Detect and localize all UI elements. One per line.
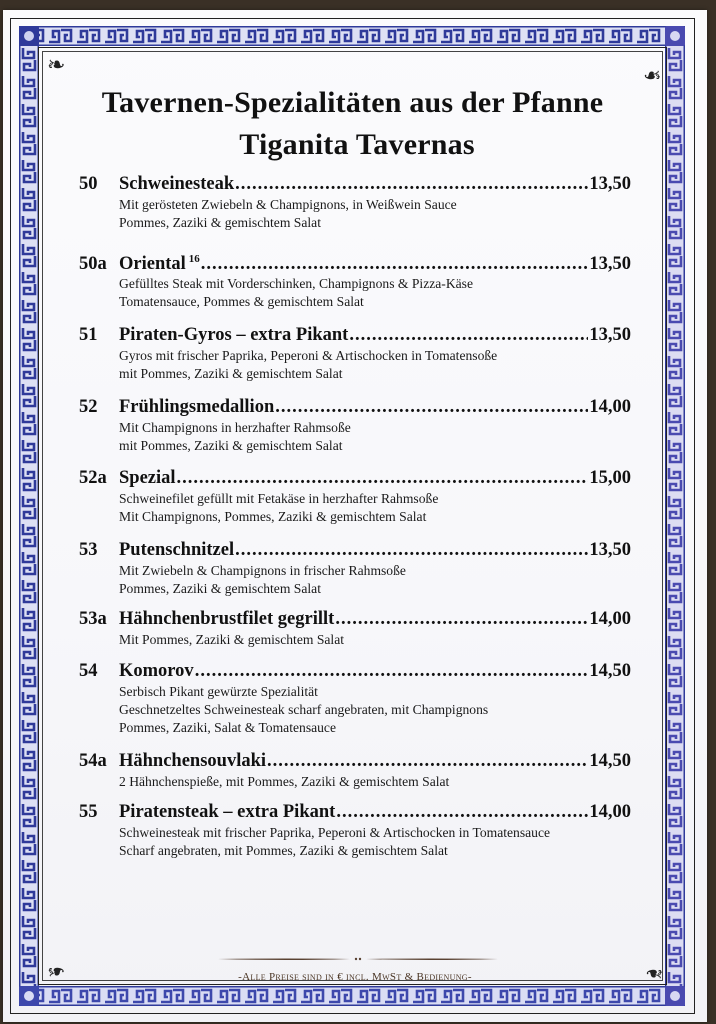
menu-item [79, 468, 631, 526]
item-description [119, 631, 631, 649]
menu-item [79, 397, 631, 455]
item-name: Hähnchensouvlaki [119, 751, 267, 771]
description-line: Mit gerösteten Zwiebeln & Champignons, in Weißwein Sauce [119, 197, 457, 212]
item-price: 14,00 [589, 802, 631, 822]
item-price: 13,50 [589, 325, 631, 345]
description-line: 2 Hähnchenspieße, mit Pommes, Zaziki & gemischtem Salat [119, 774, 450, 789]
border-corner-rosette-icon [19, 26, 39, 46]
description-line: Serbisch Pikant gewürzte Spezialität [119, 684, 318, 699]
leader-dots [235, 174, 588, 195]
greek-key-border-top [19, 26, 685, 46]
item-number: 52 [79, 397, 98, 417]
item-name: Spezial [119, 468, 176, 488]
item-name: Hähnchenbrustfilet gegrillt [119, 609, 335, 629]
item-number: 52a [79, 468, 107, 488]
description-line: Mit Champignons, Pommes, Zaziki & gemischtem Salat [119, 509, 427, 524]
item-name: Schweinesteak [119, 174, 235, 194]
description-line: Gefülltes Steak mit Vorderschinken, Champignons & Pizza-Käse [119, 276, 474, 291]
description-line: Mit Champignons in herzhafter Rahmsoße [119, 420, 351, 435]
flourish-ornament-icon: ❧ [645, 961, 664, 986]
description-line: Gyros mit frischer Paprika, Peperoni & Artischocken in Tomatensoße [119, 348, 498, 363]
page-title: Tavernen-Spezialitäten aus der Pfanne [101, 86, 604, 119]
item-number: 51 [79, 325, 98, 345]
menu-item [79, 661, 631, 737]
menu-item [79, 802, 631, 860]
item-description [119, 419, 631, 455]
scroll-divider-ornament-icon [208, 956, 508, 962]
leader-dots [201, 254, 589, 275]
menu-item [79, 325, 631, 383]
item-price: 14,50 [589, 751, 631, 771]
border-corner-rosette-icon [665, 986, 685, 1006]
item-price: 15,00 [589, 468, 631, 488]
item-name: Frühlingsmedallion [119, 397, 275, 417]
greek-key-border-left [19, 46, 39, 986]
description-line: Pommes, Zaziki, Salat & Tomatensauce [119, 720, 337, 735]
leader-dots [349, 325, 588, 346]
item-number: 55 [79, 802, 98, 822]
item-description [119, 773, 631, 791]
menu-page [3, 10, 707, 1022]
menu-item [79, 751, 631, 791]
item-description [119, 196, 631, 232]
leader-dots [235, 540, 588, 561]
flourish-ornament-icon: ❧ [47, 52, 66, 77]
item-name: Komorov [119, 661, 194, 681]
item-number: 53 [79, 540, 98, 560]
description-line: Schweinesteak mit frischer Paprika, Peperoni & Artischocken in Tomatensauce [119, 825, 551, 840]
leader-dots [267, 751, 588, 772]
item-description [119, 683, 631, 737]
leader-dots [195, 661, 589, 682]
item-price: 13,50 [589, 174, 631, 194]
item-number: 54a [79, 751, 107, 771]
description-line: Mit Zwiebeln & Champignons in frischer Rahmsoße [119, 563, 406, 578]
greek-key-border-right [665, 46, 685, 986]
item-number: 50 [79, 174, 98, 194]
item-price: 13,50 [589, 540, 631, 560]
page-subtitle: Tiganita Tavernas [239, 128, 475, 161]
flourish-ornament-icon: ❧ [47, 959, 66, 984]
description-line: Schweinefilet gefüllt mit Fetakäse in herzhafter Rahmsoße [119, 491, 439, 506]
greek-key-border-bottom [19, 986, 685, 1006]
leader-dots [335, 609, 588, 630]
allergen-superscript: 16 [188, 253, 200, 265]
item-number: 53a [79, 609, 107, 629]
item-description [119, 347, 631, 383]
description-line: Tomatensauce, Pommes & gemischtem Salat [119, 294, 364, 309]
item-number: 50a [79, 254, 107, 275]
description-line: Scharf angebraten, mit Pommes, Zaziki & gemischtem Salat [119, 843, 448, 858]
item-number: 54 [79, 661, 98, 681]
description-line: mit Pommes, Zaziki & gemischtem Salat [119, 366, 343, 381]
price-note: -Alle Preise sind in € incl. MwSt & Bedienung- [238, 971, 472, 983]
menu-item [79, 540, 631, 598]
item-price: 14,00 [589, 609, 631, 629]
item-description [119, 562, 631, 598]
description-line: mit Pommes, Zaziki & gemischtem Salat [119, 438, 343, 453]
item-description [119, 490, 631, 526]
leader-dots [275, 397, 588, 418]
item-name: Piraten-Gyros – extra Pikant [119, 325, 349, 345]
menu-item [79, 609, 631, 649]
item-name: Putenschnitzel [119, 540, 235, 560]
leader-dots [177, 468, 589, 489]
leader-dots [336, 802, 588, 823]
item-price: 13,50 [589, 254, 631, 275]
menu-item [79, 253, 631, 311]
item-price: 14,50 [589, 661, 631, 681]
item-price: 14,00 [589, 397, 631, 417]
description-line: Mit Pommes, Zaziki & gemischtem Salat [119, 632, 345, 647]
border-corner-rosette-icon [665, 26, 685, 46]
menu-item [79, 174, 631, 232]
flourish-ornament-icon: ❧ [643, 63, 662, 88]
item-name: Piratensteak – extra Pikant [119, 802, 336, 822]
description-line: Pommes, Zaziki & gemischtem Salat [119, 581, 321, 596]
description-line: Pommes, Zaziki & gemischtem Salat [119, 215, 321, 230]
border-corner-rosette-icon [19, 986, 39, 1006]
item-description [119, 275, 631, 311]
item-description [119, 824, 631, 860]
description-line: Geschnetzeltes Schweinesteak scharf angebraten, mit Champignons [119, 702, 489, 717]
item-name: Oriental $^{16}$ [119, 253, 200, 275]
